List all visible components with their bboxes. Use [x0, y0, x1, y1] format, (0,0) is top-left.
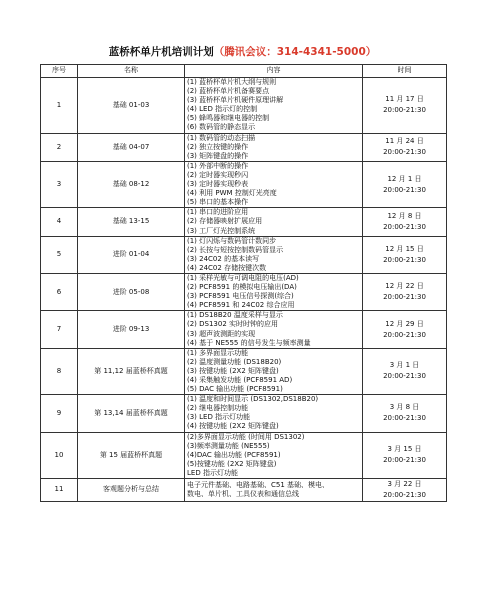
table-header-row: [41, 65, 447, 78]
row-hours: 20:00-21:30: [383, 185, 426, 194]
row-time: [363, 161, 447, 207]
content-line: (5) 蜂鸣器和继电器的控制: [187, 114, 270, 123]
row-content: [185, 348, 363, 394]
content-line: (3) 矩阵键盘的操作: [187, 151, 249, 160]
row-content: [185, 161, 363, 207]
row-date: 12 月 1 日: [387, 174, 422, 183]
content-line: (4) 采集触发功能 (PCF8591 AD): [187, 376, 293, 384]
row-number: 8: [41, 348, 78, 394]
content-line: (3) 24C02 的基本读写: [187, 254, 260, 263]
row-name: 第 11,12 届蓝桥杯真题: [78, 348, 185, 394]
row-date: 12 月 8 日: [387, 211, 422, 220]
row-time: [363, 133, 447, 161]
content-line: (3) LED 指示灯功能: [187, 413, 251, 422]
content-line: (3) 定时器实现秒表: [187, 180, 249, 189]
page-title: [0, 44, 485, 59]
header-number: 序号: [41, 65, 78, 78]
content-line: (3) 超声波测距的实现: [187, 329, 256, 338]
title-text: 蓝桥杯单片机培训计划: [108, 46, 214, 58]
content-line: (6) 数码管的静态显示: [187, 123, 256, 132]
row-date: 3 月 8 日: [389, 403, 420, 412]
row-content: [185, 311, 363, 348]
row-content: [185, 133, 363, 161]
row-time: [363, 348, 447, 394]
row-name: 第 15 届蓝桥杯真题: [78, 432, 185, 478]
table-row: [41, 432, 447, 478]
table-body: [41, 78, 447, 502]
row-number: 1: [41, 78, 78, 134]
row-number: 11: [41, 479, 78, 502]
content-line: (4) 基于 NE555 的信号发生与频率测量: [187, 338, 311, 347]
content-line: (5) 串口的基本操作: [187, 198, 249, 207]
row-hours: 20:00-21:30: [383, 456, 426, 465]
header-time: 时间: [363, 65, 447, 78]
content-line: (1) DS18B20 温度采样与显示: [187, 311, 283, 320]
content-line: (4)DAC 输出功能 (PCF8591): [187, 450, 281, 459]
row-time: [363, 479, 447, 502]
row-name: 进阶 05-08: [78, 273, 185, 310]
table-row: [41, 161, 447, 207]
row-date: 12 月 15 日: [385, 244, 424, 253]
row-date: 3 月 1 日: [389, 361, 420, 370]
row-date: 12 月 29 日: [385, 319, 424, 328]
row-content: [185, 273, 363, 310]
content-line: (2) 蓝桥杯单片机备赛要点: [187, 87, 270, 96]
row-time: [363, 395, 447, 432]
row-name: 第 13,14 届蓝桥杯真题: [78, 395, 185, 432]
content-line: (4) 利用 PWM 控制灯光亮度: [187, 189, 277, 198]
row-number: 4: [41, 208, 78, 236]
content-line: (1) 多界面显示功能: [187, 348, 249, 357]
header-name: 名称: [78, 65, 185, 78]
content-line: (4) LED 指示灯的控制: [187, 105, 258, 114]
table-row: [41, 273, 447, 310]
content-line: (3)频率测量功能 (NE555): [187, 441, 270, 450]
table-row: [41, 348, 447, 394]
row-number: 3: [41, 161, 78, 207]
row-date: 11 月 24 日: [385, 137, 424, 146]
content-line: 电子元件基础、电路基础、C51 基础、模电、: [187, 480, 330, 489]
row-date: 11 月 17 日: [385, 95, 424, 104]
row-hours: 20:00-21:30: [383, 148, 426, 157]
content-line: (5)按键功能 (2X2 矩阵键盘): [187, 459, 277, 468]
row-hours: 20:00-21:30: [383, 491, 426, 500]
header-content: 内容: [185, 65, 363, 78]
content-line: (2) 存储器映射扩展应用: [187, 217, 263, 226]
row-content: [185, 208, 363, 236]
row-name: 进阶 09-13: [78, 311, 185, 348]
row-content: [185, 395, 363, 432]
row-number: 5: [41, 236, 78, 273]
row-name: 进阶 01-04: [78, 236, 185, 273]
content-line: (1) 温度和时间显示 (DS1302,DS18B20): [187, 395, 319, 404]
table-row: [41, 133, 447, 161]
content-line: (3) 蓝桥杯单片机硬件原理讲解: [187, 96, 284, 105]
row-date: 3 月 15 日: [387, 445, 422, 454]
content-line: (2) DS1302 实时时钟的应用: [187, 320, 279, 329]
row-time: [363, 208, 447, 236]
content-line: (2) 继电器控制功能: [187, 404, 249, 413]
content-line: (2) 独立按键的操作: [187, 142, 249, 151]
content-line: (2) 长按与短按控制数码管显示: [187, 245, 284, 254]
content-line: (1) 蓝桥杯单片机大纲与规则: [187, 78, 277, 86]
row-content: [185, 432, 363, 478]
row-hours: 20:00-21:30: [383, 414, 426, 423]
content-line: (1) 灯闪烁与数码管计数同步: [187, 236, 277, 245]
row-number: 7: [41, 311, 78, 348]
schedule-table: [40, 64, 447, 502]
content-line: LED 指示灯功能: [187, 468, 238, 477]
row-hours: 20:00-21:30: [383, 106, 426, 115]
row-hours: 20:00-21:30: [383, 372, 426, 381]
row-hours: 20:00-21:30: [383, 255, 426, 264]
content-line: (2) PCF8591 的模拟电压输出(DA): [187, 283, 297, 292]
row-time: [363, 432, 447, 478]
row-name: 客观题分析与总结: [78, 479, 185, 502]
row-time: [363, 311, 447, 348]
content-line: (1) 串口的进阶应用: [187, 208, 249, 217]
row-hours: 20:00-21:30: [383, 293, 426, 302]
content-line: (2)多界面显示功能 (时间用 DS1302): [187, 432, 305, 441]
content-line: (3) 工厂灯光控制系统: [187, 226, 256, 235]
row-number: 2: [41, 133, 78, 161]
content-line: (4) 按键功能 (2X2 矩阵键盘): [187, 422, 279, 431]
table-row: [41, 479, 447, 502]
table-row: [41, 236, 447, 273]
row-date: 3 月 22 日: [387, 480, 422, 489]
row-date: 12 月 22 日: [385, 282, 424, 291]
content-line: (2) 定时器实现秒闪: [187, 170, 249, 179]
row-number: 10: [41, 432, 78, 478]
row-hours: 20:00-21:30: [383, 330, 426, 339]
table-row: [41, 311, 447, 348]
row-number: 6: [41, 273, 78, 310]
content-line: (5) DAC 输出功能 (PCF8591): [187, 385, 283, 394]
row-time: [363, 273, 447, 310]
row-content: [185, 479, 363, 502]
row-content: [185, 78, 363, 134]
row-time: [363, 78, 447, 134]
content-line: (1) 采样光敏与可调电阻的电压(AD): [187, 273, 299, 282]
content-line: 数电、单片机、工具仪表和通信总线: [187, 490, 299, 499]
row-name: 基础 13-15: [78, 208, 185, 236]
row-number: 9: [41, 395, 78, 432]
content-line: (1) 外部中断的操作: [187, 161, 249, 170]
row-name: 基础 04-07: [78, 133, 185, 161]
content-line: (3) PCF8591 电压信号探测(综合): [187, 292, 294, 301]
row-name: 基础 08-12: [78, 161, 185, 207]
row-content: [185, 236, 363, 273]
meeting-info: （腾讯会议：314-4341-5000）: [213, 46, 377, 58]
row-time: [363, 236, 447, 273]
table-row: [41, 208, 447, 236]
table-row: [41, 395, 447, 432]
content-line: (4) 24C02 存储按键次数: [187, 263, 267, 272]
content-line: (3) 按键功能 (2X2 矩阵键盘): [187, 366, 279, 375]
table-row: [41, 78, 447, 134]
row-hours: 20:00-21:30: [383, 222, 426, 231]
content-line: (1) 数码管的动态扫描: [187, 133, 256, 142]
content-line: (4) PCF8591 和 24C02 综合应用: [187, 301, 295, 310]
content-line: (2) 温度测量功能 (DS18B20): [187, 357, 282, 366]
row-name: 基础 01-03: [78, 78, 185, 134]
